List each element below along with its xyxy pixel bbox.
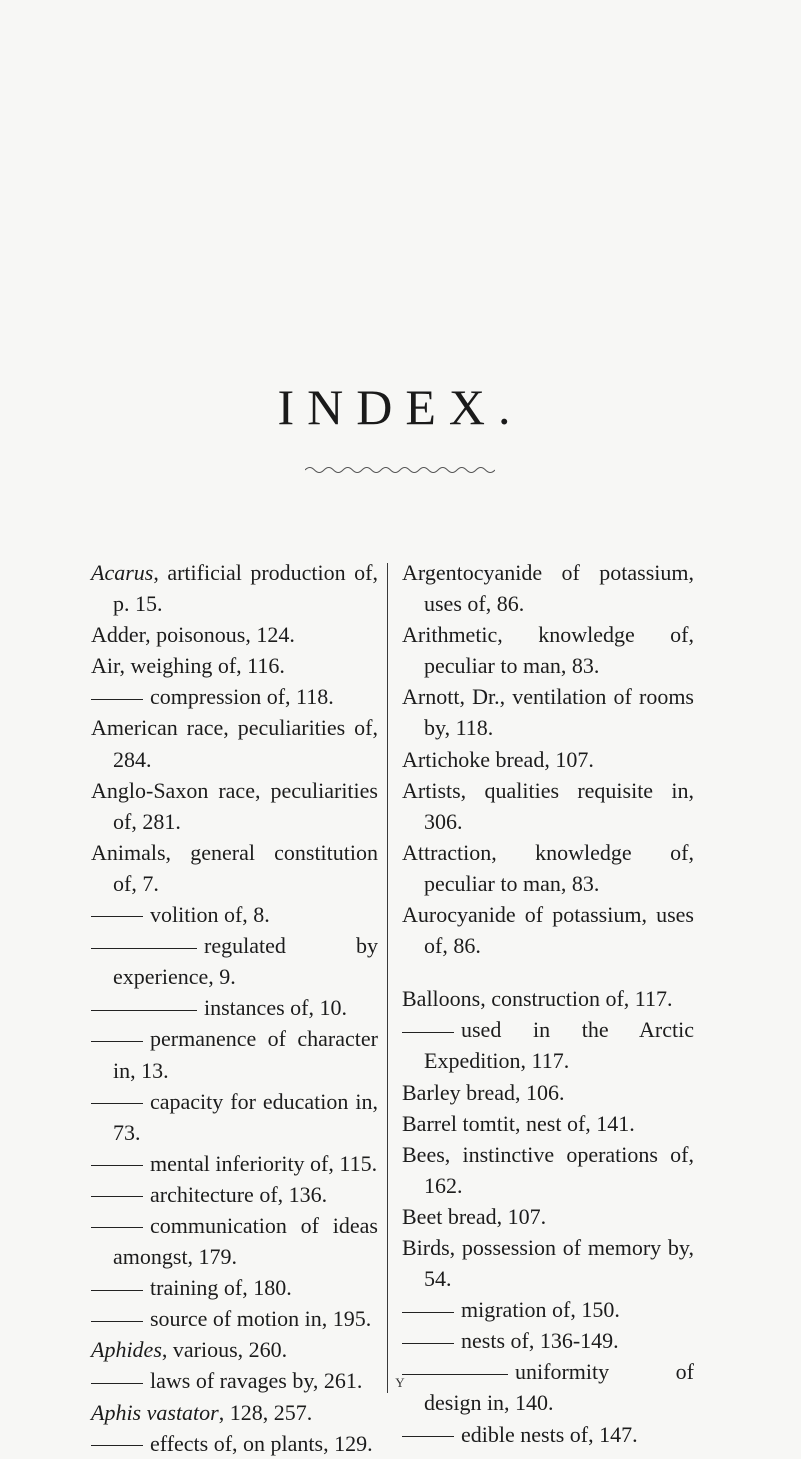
entry-text: American race, peculiarities of, 284. (91, 715, 378, 772)
ditto-dash (402, 1032, 454, 1033)
entry-heading-italic: Acarus (91, 560, 154, 585)
ditto-dash (91, 1290, 143, 1291)
entry-text: , artificial production of, p. 15. (113, 560, 378, 617)
index-entry (402, 557, 694, 619)
entry-text: Artists, qualities requisite in, 306. (402, 777, 694, 834)
ditto-dash (91, 1010, 197, 1011)
index-entry (91, 1272, 378, 1303)
index-entry (402, 744, 694, 775)
ditto-dash (402, 1343, 454, 1344)
index-entry (91, 1334, 378, 1365)
entry-text: Balloons, construction of, 117. (402, 986, 673, 1012)
ditto-dash (402, 1436, 454, 1437)
index-column-right (402, 557, 694, 1450)
entry-text: Adder, poisonous, 124. (91, 622, 295, 648)
index-entry (91, 619, 378, 650)
entry-text: compression of, 118. (150, 684, 334, 710)
entry-text: nests of, 136-149. (461, 1328, 619, 1354)
index-entry (91, 1148, 378, 1179)
index-entry (91, 899, 378, 930)
entry-heading-italic: Aphides (91, 1337, 162, 1363)
entry-text: laws of ravages by, 261. (150, 1368, 363, 1394)
index-entry (91, 681, 378, 712)
entry-text: Aurocyanide of potassium, uses of, 86. (402, 902, 694, 959)
index-entry (91, 930, 378, 992)
entry-text: Artichoke bread, 107. (402, 746, 594, 772)
entry-text: Arnott, Dr., ventilation of rooms by, 118. (402, 684, 694, 741)
entry-text: Arithmetic, knowledge of, peculiar to man, 83. (402, 622, 694, 679)
ditto-dash (91, 1227, 143, 1228)
index-entry (91, 1428, 378, 1459)
entry-text: Birds, possession of memory by, 54. (402, 1234, 694, 1292)
index-entry (91, 1365, 378, 1396)
entry-text: effects of, on plants, 129. (150, 1430, 373, 1456)
wavy-rule-ornament (305, 465, 495, 475)
signature-mark: Y (395, 1375, 405, 1390)
index-entry (402, 619, 694, 681)
index-entry (402, 1356, 694, 1418)
index-entry (91, 1086, 378, 1148)
column-divider (387, 563, 388, 1393)
index-entry (91, 1023, 378, 1085)
index-entry (91, 650, 378, 681)
entry-heading-italic: Aphis vastator (91, 1399, 219, 1425)
entry-text: migration of, 150. (461, 1297, 620, 1323)
index-entry (402, 1294, 694, 1325)
entry-text: communication of ideas amongst, 179. (113, 1212, 378, 1270)
ditto-dash (402, 1312, 454, 1313)
index-entry (91, 1303, 378, 1334)
page-title: INDEX. (277, 379, 524, 435)
index-entry (91, 992, 378, 1023)
index-entry (402, 983, 694, 1014)
entry-text: architecture of, 136. (150, 1181, 328, 1207)
ditto-dash (91, 916, 143, 917)
index-entry (402, 837, 694, 899)
entry-text: used in the Arctic Expedition, 117. (424, 1017, 694, 1074)
entry-text: training of, 180. (150, 1275, 292, 1301)
entry-text: capacity for education in, 73. (113, 1088, 378, 1145)
ditto-dash (91, 1103, 143, 1104)
entry-text: Animals, general constitution of, 7. (91, 839, 378, 896)
entry-text: uniformity of design in, 140. (424, 1359, 694, 1416)
ditto-dash (91, 1165, 143, 1166)
index-entry (402, 1232, 694, 1294)
index-entry (402, 1325, 694, 1356)
index-entry (91, 775, 378, 837)
index-entry (91, 557, 378, 619)
entry-text: Barrel tomtit, nest of, 141. (402, 1110, 635, 1136)
ditto-dash (91, 1041, 143, 1042)
entry-text: Argentocyanide of potassium, uses of, 86. (402, 560, 694, 617)
entry-text: edible nests of, 147. (461, 1421, 638, 1447)
index-column-left (91, 557, 378, 1459)
entry-text: Beet bread, 107. (402, 1203, 547, 1229)
entry-text: source of motion in, 195. (150, 1306, 372, 1332)
index-entry (402, 1108, 694, 1139)
entry-text: mental inferiority of, 115. (150, 1150, 378, 1176)
entry-text: Bees, instinctive operations of, 162. (402, 1141, 694, 1198)
entry-text: regulated by experience, 9. (113, 933, 378, 990)
index-entry (91, 1179, 378, 1210)
ditto-dash (91, 1383, 143, 1384)
entry-text: Anglo-Saxon race, peculiarities of, 281. (91, 777, 378, 834)
ditto-dash (91, 1445, 143, 1446)
index-entry (402, 1077, 694, 1108)
entry-text: , 128, 257. (218, 1399, 313, 1425)
entry-text: Air, weighing of, 116. (91, 653, 285, 679)
index-entry (402, 1419, 694, 1450)
index-entry (91, 837, 378, 899)
ditto-dash (91, 1321, 143, 1322)
ditto-dash (91, 1196, 143, 1197)
entry-text: instances of, 10. (204, 995, 347, 1021)
index-entry (402, 1201, 694, 1232)
index-entry (402, 899, 694, 961)
index-entry (402, 775, 694, 837)
ditto-dash (91, 948, 197, 949)
index-entry (91, 712, 378, 774)
index-entry (402, 1014, 694, 1076)
ditto-dash (91, 699, 143, 700)
entry-text: volition of, 8. (150, 902, 270, 928)
entry-text: Attraction, knowledge of, peculiar to man, 83. (402, 839, 694, 896)
entry-text: Barley bread, 106. (402, 1079, 565, 1105)
entry-text: , various, 260. (161, 1337, 288, 1363)
index-entry (402, 681, 694, 743)
ditto-dash (402, 1374, 508, 1375)
entry-text: permanence of character in, 13. (113, 1026, 378, 1083)
index-entry (91, 1397, 378, 1428)
index-entry (91, 1210, 378, 1272)
index-entry (402, 1139, 694, 1201)
